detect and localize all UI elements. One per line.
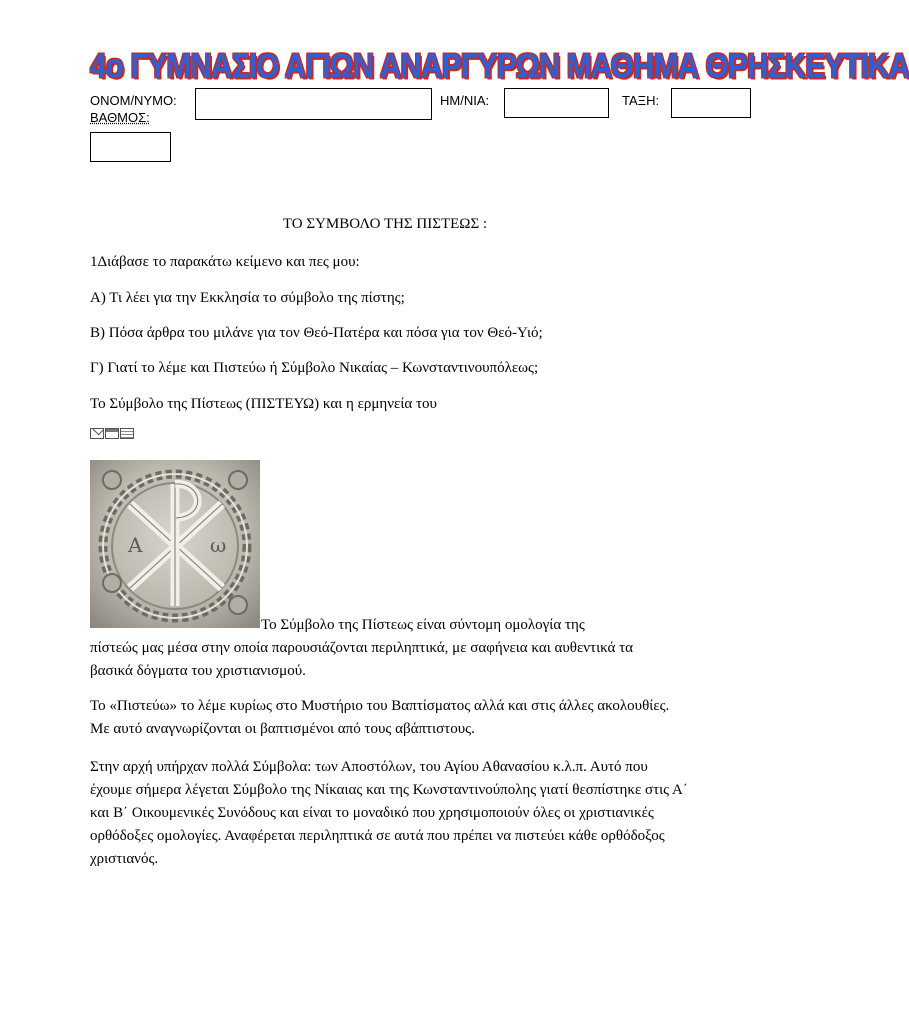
paragraph-1-first-line: Το Σύμβολο της Πίστεως είναι σύντομη ομολογία της [261, 617, 585, 633]
paragraph-2: Το «Πιστεύω» το λέμε κυρίως στο Μυστήριο του Βαπτίσματος αλλά και στις άλλες ακολουθίες. Με αυτό αναγνωρίζονται οι βαπτισμένοι από τους αβάπτιστους. [90, 698, 670, 737]
question-a: Α) Τι λέει για την Εκκλησία το σύμβολο της πίστης; [90, 290, 405, 306]
grade-label: ΒΑΘΜΟΣ: [90, 110, 150, 125]
date-label: ΗΜ/ΝΙΑ: [440, 93, 490, 108]
action-icons [90, 428, 134, 439]
name-label: ΟΝΟΜ/ΝΥΜΟ: [90, 93, 177, 108]
name-field[interactable] [195, 88, 432, 120]
paragraph-1-rest: πίστεώς μας μέσα στην οποία παρουσιάζονται περιληπτικά, με σαφήνεια και αυθεντικά τα βασικά δόγματα του χριστιανισμού. [90, 640, 634, 679]
grade-field[interactable] [90, 132, 171, 162]
chi-rho-relief-image [90, 460, 260, 628]
instruction-text: 1Διάβασε το παρακάτω κείμενο και πες μου: [90, 254, 360, 270]
print-icon[interactable] [105, 428, 119, 439]
class-field[interactable] [671, 88, 751, 118]
page-title: ΤΟ ΣΥΜΒΟΛΟ ΤΗΣ ΠΙΣΤΕΩΣ : [282, 216, 488, 232]
svg-text:ω: ω [210, 533, 227, 557]
question-b: Β) Πόσα άρθρα του μιλάνε για τον Θεό-Πατέρα και πόσα για τον Θεό-Υιό; [90, 325, 543, 341]
date-field[interactable] [504, 88, 609, 118]
question-c: Γ) Γιατί το λέμε και Πιστεύω ή Σύμβολο Νικαίας – Κωνσταντινουπόλεως; [90, 360, 539, 376]
paragraph-3: Στην αρχή υπήρχαν πολλά Σύμβολα: των Αποστόλων, του Αγίου Αθανασίου κ.λ.π. Αυτό που έχουμε σήμερα λέγεται Σύμβολο της Νίκαιας και της Κωνσταντινούπολης γιατί θεσπίστηκε στις Α΄ και Β΄ Οικουμενικές Συνόδους και είναι το μοναδικό που χρησιμοποιούν όλες οι χριστιανικές ορθόδοξες ομολογίες. Αναφέρεται περιληπτικά σε αυτά που πρέπει να πιστεύει κάθε ορθόδοξος χριστιανός. [90, 759, 688, 867]
page-icon[interactable] [120, 428, 134, 439]
class-label: ΤΑΞΗ: [622, 93, 660, 108]
section-subtitle: Το Σύμβολο της Πίστεως (ΠΙΣΤΕΥΩ) και η ερμηνεία του [90, 396, 437, 412]
school-banner-title: 4ο ΓΥΜΝΑΣΙΟ ΑΓΙΩΝ ΑΝΑΡΓΥΡΩΝ ΜΑΘΗΜΑ ΘΡΗΣΚΕΥΤΙΚΑ [90, 47, 909, 86]
svg-text:A: A [128, 533, 143, 557]
mail-icon[interactable] [90, 428, 104, 439]
